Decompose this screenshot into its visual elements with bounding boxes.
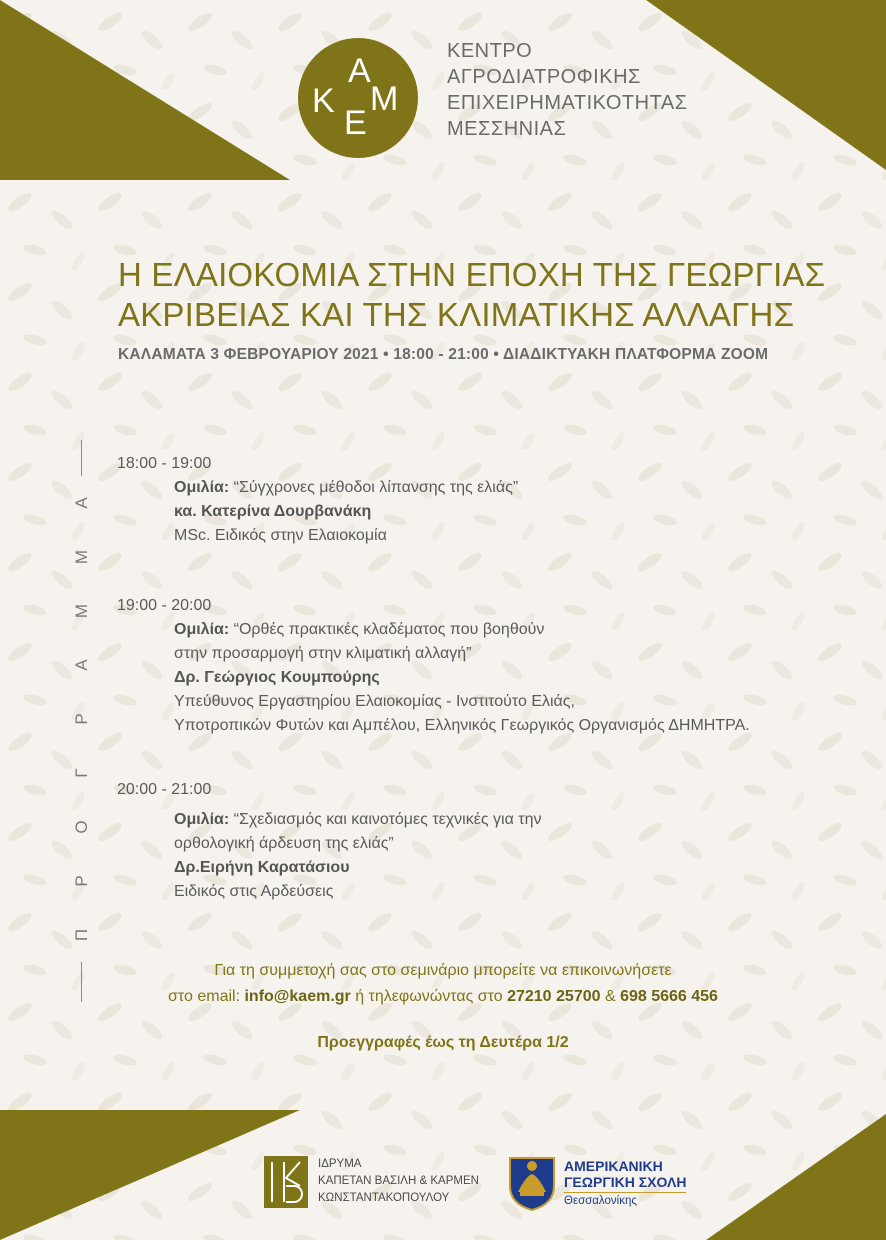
afs-emblem-icon [506,1152,558,1212]
vertical-letter: Π [72,928,91,942]
speaker-name: Δρ. Γεώργιος Κουμπούρης [174,669,380,686]
contact-mid: ή τηλεφωνώντας στο [350,988,508,1005]
program-vertical-label [62,440,102,1000]
vertical-letter: Α [72,497,91,509]
talk-label: Ομιλία: [174,479,230,496]
speaker-affiliation: Υπεύθυνος Εργαστηρίου Ελαιοκομίας - Ινστιτούτο Ελιάς, [174,693,575,710]
contact-pre-email: στο email: [168,988,245,1005]
event-details: ΚΑΛΑΜΑΤΑ 3 ΦΕΒΡΟΥΑΡΙΟΥ 2021 • 18:00 - 21:00 • ΔΙΑΔΙΚΤΥΑΚΗ ΠΛΑΤΦΟΡΜΑ ZOOM [118,346,769,363]
divider-line-top [81,440,82,476]
corner-triangle-bottom-left [0,1110,300,1240]
contact-amp: & [600,988,621,1005]
session-1 [117,452,518,548]
event-title [118,255,825,335]
organization-name [447,38,688,142]
title-line-1: Η ΕΛΑΙΟΚΟΜΙΑ ΣΤΗΝ ΕΠΟΧΗ ΤΗΣ ΓΕΩΡΓΙΑΣ [118,256,826,293]
logo-letter-m: Μ [370,80,399,118]
talk-label: Ομιλία: [174,811,230,828]
talk-title: “Σύγχρονες μέθοδοι λίπανσης της ελιάς” [233,479,519,496]
logo-letter-a: Α [348,52,371,90]
school-name-line-1: ΑΜΕΡΙΚΑΝΙΚΗ [564,1158,663,1174]
talk-title-cont: ορθολογική άρδευση της ελιάς” [174,835,394,852]
registration-deadline: Προεγγραφές έως τη Δευτέρα 1/2 [317,1034,569,1051]
speaker-affiliation: MSc. Ειδικός στην Ελαιοκομία [174,527,387,544]
session-2 [117,594,750,738]
talk-title-cont: στην προσαρμογή στην κλιματική αλλαγή” [174,645,472,662]
title-line-2: ΑΚΡΙΒΕΙΑΣ ΚΑΙ ΤΗΣ ΚΛΙΜΑΤΙΚΗΣ ΑΛΛΑΓΗΣ [118,296,795,333]
school-city: Θεσσαλονίκης [564,1192,686,1209]
talk-title: “Σχεδιασμός και καινοτόμες τεχνικές για την [233,811,542,828]
session-3 [117,778,541,904]
phone-number-2[interactable]: 698 5666 456 [620,988,718,1005]
talk-title: “Ορθές πρακτικές κλαδέματος που βοηθούν [233,621,545,638]
vertical-letter: Μ [72,549,91,565]
contact-info [0,958,886,1010]
vertical-letter: Μ [72,603,91,619]
email-link[interactable]: info@kaem.gr [244,988,351,1005]
org-line: ΜΕΣΣΗΝΙΑΣ [447,118,567,140]
org-line: ΕΠΙΧΕΙΡΗΜΑΤΙΚΟΤΗΤΑΣ [447,92,688,114]
logo-letter-k: Κ [312,82,335,120]
foundation-logo [264,1156,308,1208]
speaker-affiliation-cont: Υποτροπικών Φυτών και Αμπέλου, Ελληνικός Γεωργικός Οργανισμός ΔΗΜΗΤΡΑ. [174,717,750,734]
phone-number-1[interactable]: 27210 25700 [507,988,601,1005]
speaker-name: Δρ.Ειρήνη Καρατάσιου [174,859,350,876]
corner-triangle-bottom-right [706,1114,886,1240]
contact-line-1: Για τη συμμετοχή σας στο σεμινάριο μπορείτε να επικοινωνήσετε [214,962,672,979]
kaem-logo [298,38,418,158]
vertical-letter: Α [72,659,91,671]
foundation-line: ΚΑΠΕΤΑΝ ΒΑΣΙΛΗ & ΚΑΡΜΕΝ [318,1175,479,1187]
school-name-line-2: ΓΕΩΡΓΙΚΗ ΣΧΟΛΗ [564,1174,687,1190]
session-time: 19:00 - 20:00 [117,597,212,614]
corner-triangle-top-left [0,0,290,180]
talk-label: Ομιλία: [174,621,230,638]
foundation-line: ΚΩΝΣΤΑΝΤΑΚΟΠΟΥΛΟΥ [318,1192,450,1204]
vertical-letter: Ο [72,820,91,834]
foundation-line: ΙΔΡΥΜΑ [318,1158,362,1170]
vertical-letter: Ρ [72,875,91,887]
vertical-letter: Γ [72,768,91,778]
session-time: 20:00 - 21:00 [117,781,212,798]
speaker-name: κα. Κατερίνα Δουρβανάκη [174,503,372,520]
vertical-letter: Ρ [72,713,91,725]
org-line: ΚΕΝΤΡΟ [447,40,533,62]
logo-letter-e: Ε [344,104,367,142]
session-time: 18:00 - 19:00 [117,455,212,472]
speaker-affiliation: Ειδικός στις Αρδεύσεις [174,883,334,900]
org-line: ΑΓΡΟΔΙΑΤΡΟΦΙΚΗΣ [447,66,641,88]
